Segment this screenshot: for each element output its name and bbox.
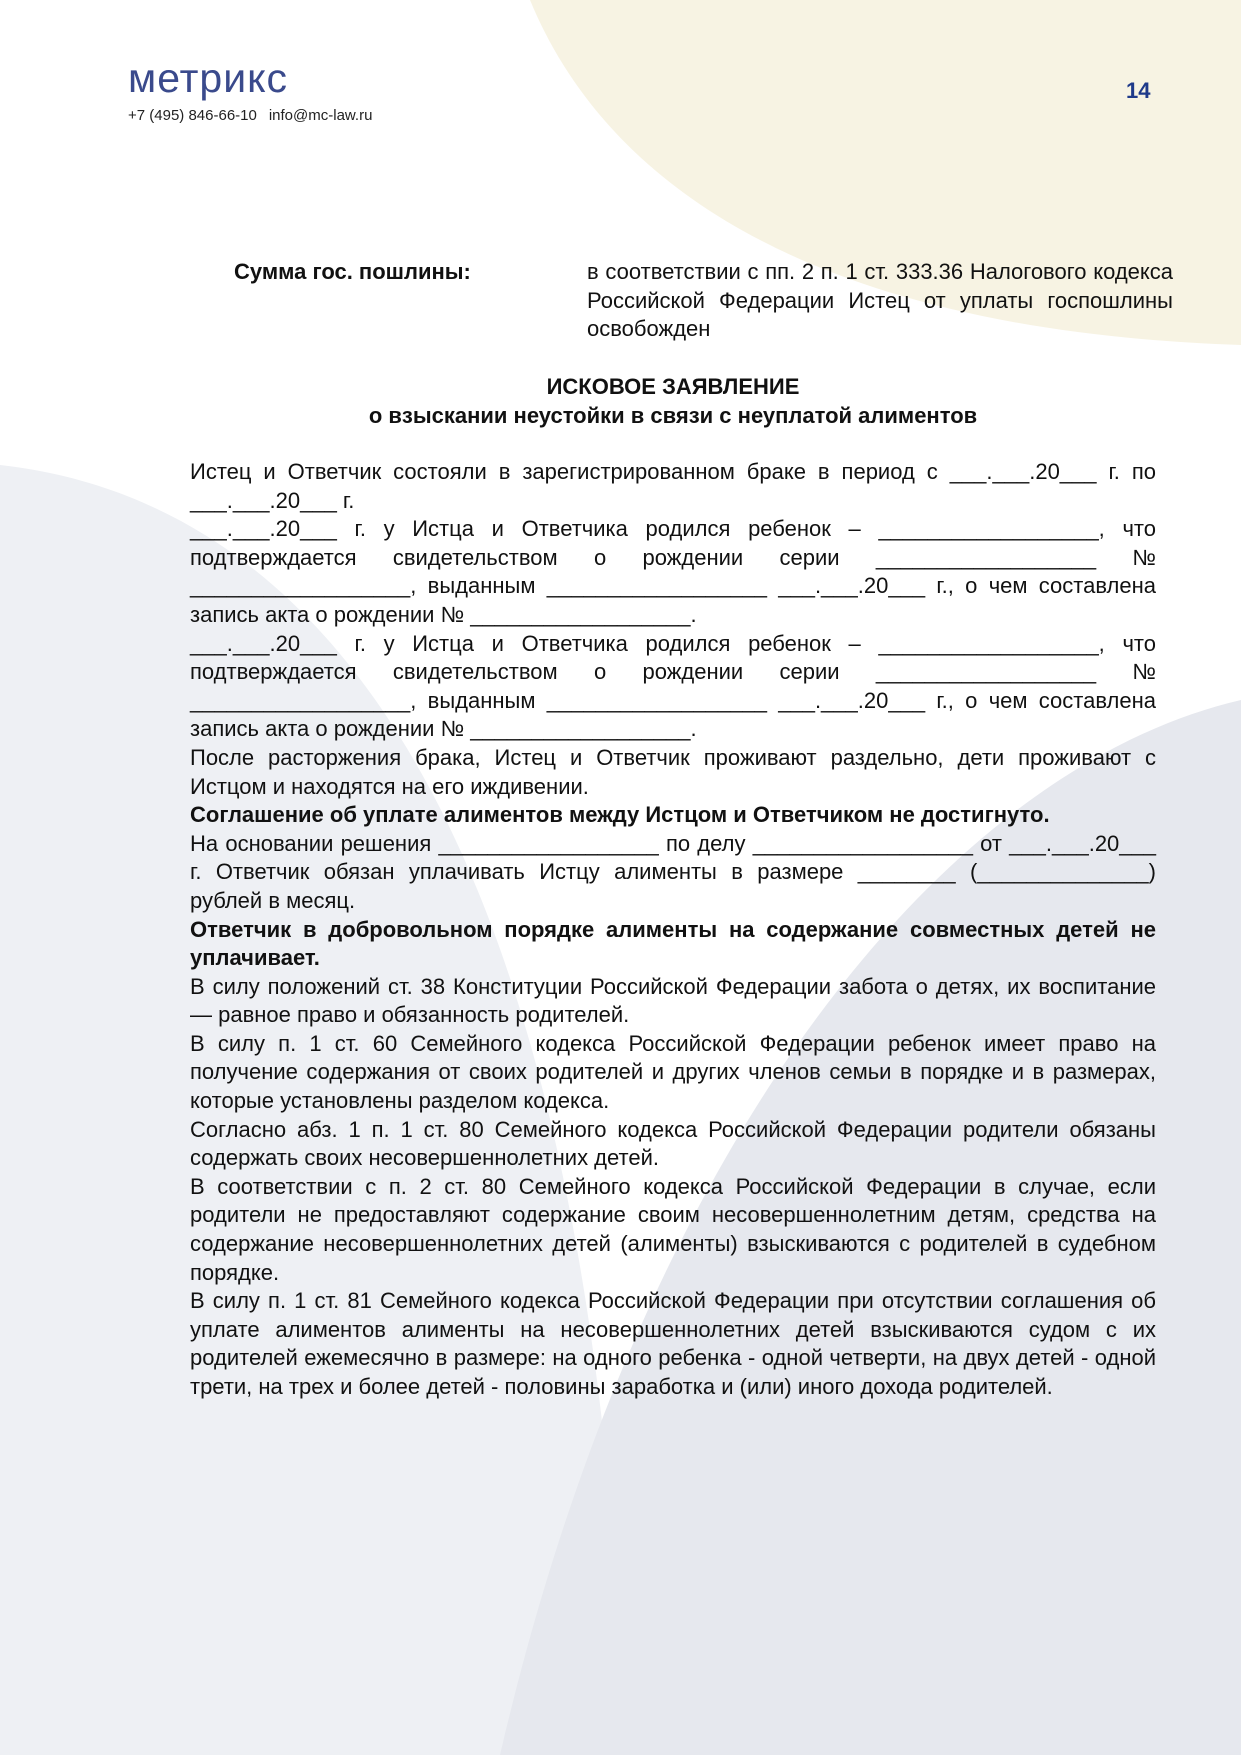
- phone-number: +7 (495) 846-66-10: [128, 107, 257, 124]
- paragraph-marriage: Истец и Ответчик состояли в зарегистрированном браке в период с ___.___.20___ г. по ___.___.20___ г.: [190, 459, 1156, 513]
- state-duty-label: Сумма гос. пошлины:: [234, 259, 471, 284]
- title-line-1: ИСКОВОЕ ЗАЯВЛЕНИЕ: [546, 374, 800, 399]
- brand-logo: метрикс: [128, 55, 289, 101]
- paragraph-child-1: ___.___.20___ г. у Истца и Ответчика родился ребенок – __________________, что подтверждается свидетельством о рождении серии __________________ № __________________, выданным __________________ ___.___.20___ г., о чем составлена запись акта о рождении № __________________.: [190, 516, 1156, 627]
- email-address: info@mc-law.ru: [268, 107, 373, 124]
- paragraph-family-code-80-1: Согласно абз. 1 п. 1 ст. 80 Семейного кодекса Российской Федерации родители обязаны содержать своих несовершеннолетних детей.: [190, 1116, 1156, 1171]
- paragraph-constitution: В силу положений ст. 38 Конституции Российской Федерации забота о детях, их воспитание — равное право и обязанность родителей.: [190, 973, 1156, 1028]
- document-title: [190, 373, 1156, 430]
- paragraph-agreement: Соглашение об уплате алиментов между Истцом и Ответчиком не достигнуто.: [190, 802, 1050, 828]
- paragraph-family-code-60: В силу п. 1 ст. 60 Семейного кодекса Российской Федерации ребенок имеет право на получение содержания от своих родителей и других членов семьи в порядке и в размерах, которые установлены разделом кодекса.: [190, 1030, 1156, 1114]
- paragraph-child-2: ___.___.20___ г. у Истца и Ответчика родился ребенок – __________________, что подтверждается свидетельством о рождении серии __________________ № __________________, выданным __________________ ___.___.20___ г., о чем составлена запись акта о рождении № __________________.: [190, 630, 1156, 742]
- title-line-2: о взыскании неустойки в связи с неуплатой алиментов: [368, 402, 978, 428]
- contact-info: [128, 108, 384, 123]
- paragraph-family-code-80-2: В соответствии с п. 2 ст. 80 Семейного кодекса Российской Федерации в случае, если родители не предоставляют содержание своим несовершеннолетним детям, средства на содержание несовершеннолетних детей (алименты) взыскиваются с родителей в судебном порядке.: [190, 1173, 1156, 1285]
- state-duty-value: в соответствии с пп. 2 п. 1 ст. 333.36 Налогового кодекса Российской Федерации Истец от уплаты госпошлины освобожден: [587, 259, 1173, 342]
- page-number: 14: [1126, 78, 1151, 103]
- paragraph-non-payment: Ответчик в добровольном порядке алименты на содержание совместных детей не уплачивает.: [190, 916, 1156, 971]
- paragraph-court-decision: На основании решения __________________ по делу __________________ от ___.___.20___ г. Ответчик обязан уплачивать Истцу алименты в размере ________ (______________) рублей в месяц.: [190, 830, 1156, 913]
- paragraph-divorce: После расторжения брака, Истец и Ответчик проживают раздельно, дети проживают с Истцом и находятся на его иждивении.: [190, 744, 1156, 799]
- document-body: [190, 458, 1156, 1402]
- paragraph-family-code-81: В силу п. 1 ст. 81 Семейного кодекса Российской Федерации при отсутствии соглашения об уплате алиментов алименты на несовершеннолетних детей взыскиваются судом с их родителей ежемесячно в размере: на одного ребенка - одной четверти, на двух детей - одной трети, на трех и более детей - половины заработка и (или) иного дохода родителей.: [190, 1288, 1156, 1399]
